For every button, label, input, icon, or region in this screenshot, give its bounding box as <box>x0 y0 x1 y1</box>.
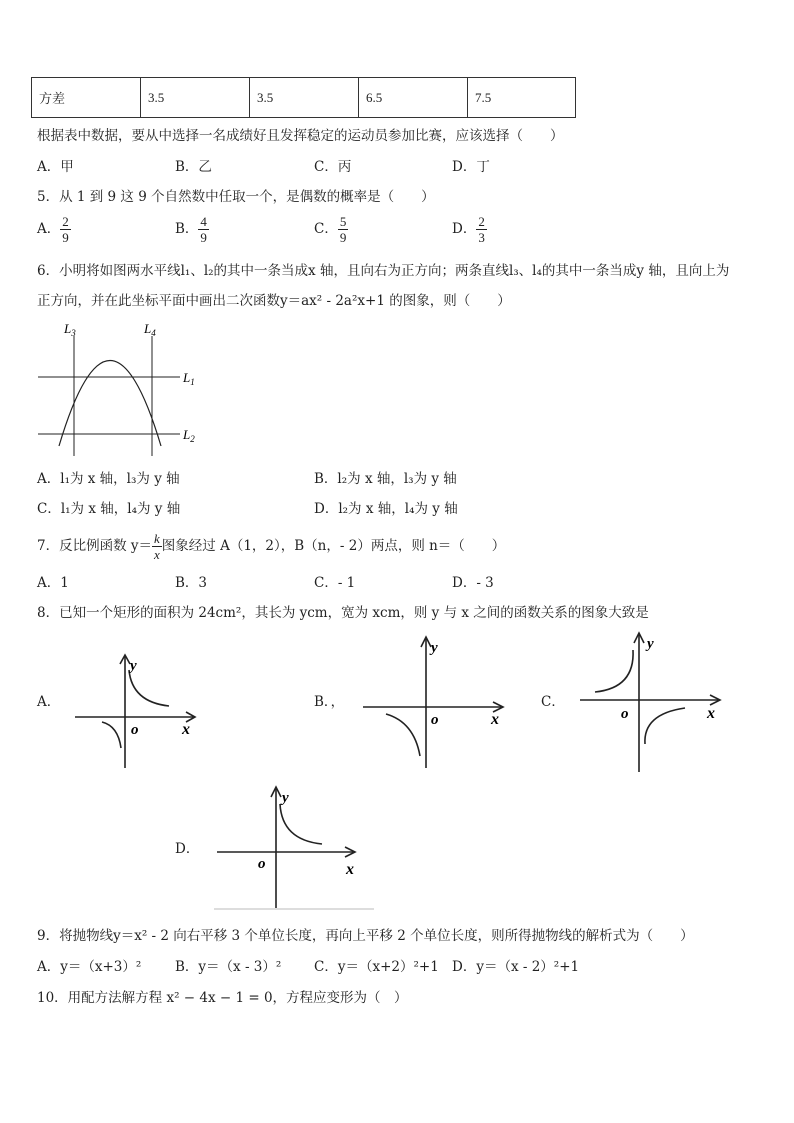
origin-label: o <box>621 706 629 722</box>
q5-option-c <box>314 214 348 245</box>
table-cell: 6.5 <box>359 78 468 118</box>
y-label: y <box>431 640 438 656</box>
label-l4: $L_4$ <box>144 321 156 338</box>
q8-option-b-label: B．， <box>314 694 345 710</box>
q8-option-a-label: A． <box>37 694 61 710</box>
q9-option-b: B．y＝（x - 3）² <box>175 959 282 975</box>
q7-option-d: D．- 3 <box>452 575 494 591</box>
y-label: y <box>130 658 137 674</box>
numerator: 5 <box>339 214 347 229</box>
numerator: 2 <box>478 214 485 229</box>
q6-line1: 6．小明将如图两水平线l₁、l₂的其中一条当成x 轴，且向右为正方向；两条直线l₃、l₄的其中一条当成y 轴，且向上为 <box>37 263 730 279</box>
denominator: 9 <box>62 230 69 245</box>
q6-option-b: B．l₂为 x 轴，l₃为 y 轴 <box>314 471 457 487</box>
q6-figure <box>30 318 210 460</box>
x-label: x <box>707 705 715 722</box>
q7-option-a: A．1 <box>37 575 69 591</box>
q8-option-d-label: D． <box>175 841 200 857</box>
curve-branch <box>386 714 420 756</box>
curve-branch <box>102 722 121 748</box>
q7-stem <box>37 528 505 564</box>
q7-option-c: C．- 1 <box>314 575 356 591</box>
q6-line2: 正方向，并在此坐标平面中画出二次函数y＝ax² - 2a²x+1 的图象，则（ ） <box>37 293 511 309</box>
q4-option-c: C．丙 <box>314 159 352 175</box>
curve-branch <box>129 670 169 706</box>
q8-graph-a <box>72 650 202 772</box>
q8-stem: 8．已知一个矩形的面积为 24cm²，其长为 ycm，宽为 xcm，则 y 与 x 之间的函数关系的图象大致是 <box>37 605 649 621</box>
numerator: 2 <box>62 214 69 229</box>
denominator: 3 <box>478 230 485 245</box>
option-label: A． <box>37 221 61 237</box>
curve-branch <box>645 708 685 744</box>
curve-branch <box>595 650 633 692</box>
origin-label: o <box>431 712 439 728</box>
x-label: x <box>491 711 499 728</box>
x-label: x <box>182 721 190 738</box>
label-l2: $L_2$ <box>183 427 195 444</box>
q4-option-d: D．丁 <box>452 159 490 175</box>
q6-option-a: A．l₁为 x 轴，l₃为 y 轴 <box>37 471 180 487</box>
y-label: y <box>647 636 654 652</box>
denominator: x <box>154 547 160 562</box>
denominator: 9 <box>339 230 347 245</box>
fraction <box>152 531 162 562</box>
table-row <box>32 78 576 118</box>
q9-option-c: C．y＝（x+2）²+1 <box>314 959 439 975</box>
q9-stem: 9．将抛物线y＝x² - 2 向右平移 3 个单位长度，再向上平移 2 个单位长度，则所得抛物线的解析式为（ ） <box>37 928 694 944</box>
numerator: 4 <box>200 214 207 229</box>
table-cell: 方差 <box>32 78 141 118</box>
fraction <box>476 214 487 245</box>
q6-option-d: D．l₂为 x 轴，l₄为 y 轴 <box>314 501 458 517</box>
table-cell: 3.5 <box>250 78 359 118</box>
label-l3: $L_3$ <box>64 321 76 338</box>
q8-graph-d <box>214 782 374 912</box>
curve-branch <box>280 804 322 844</box>
q5-stem: 5．从 1 到 9 这 9 个自然数中任取一个，是偶数的概率是（ ） <box>37 189 435 205</box>
q10-stem: 10．用配方法解方程 x² − 4x − 1 = 0，方程应变形为（ ） <box>37 990 408 1006</box>
q7-option-b: B．3 <box>175 575 208 591</box>
x-label: x <box>346 861 354 878</box>
origin-label: o <box>131 722 139 738</box>
variance-table <box>31 77 576 118</box>
q8-graph-b <box>360 632 510 772</box>
q5-option-a <box>37 214 71 245</box>
q8-graph-c <box>577 628 727 776</box>
q5-option-d <box>452 214 487 245</box>
option-label: B． <box>175 221 199 237</box>
q7-suffix: 图象经过 A（1，2），B（n，- 2）两点，则 n＝（ ） <box>161 538 506 554</box>
q4-option-b: B．乙 <box>175 159 212 175</box>
q8-option-c-label: C． <box>541 694 565 710</box>
table-cell: 3.5 <box>141 78 250 118</box>
fraction <box>198 214 209 245</box>
origin-label: o <box>258 856 266 872</box>
option-label: D． <box>452 221 477 237</box>
label-l1: $L_1$ <box>183 370 195 387</box>
option-label: C． <box>314 221 338 237</box>
q9-option-a: A．y＝（x+3）² <box>37 959 142 975</box>
q4-stem: 根据表中数据，要从中选择一名成绩好且发挥稳定的运动员参加比赛，应该选择（ ） <box>37 128 564 144</box>
fraction <box>338 214 349 245</box>
numerator: k <box>154 531 160 546</box>
y-label: y <box>282 790 289 806</box>
q4-option-a: A．甲 <box>37 159 74 175</box>
q5-option-b <box>175 214 209 245</box>
table-cell: 7.5 <box>468 78 576 118</box>
fraction <box>60 214 71 245</box>
q7-prefix: 7．反比例函数 y＝ <box>37 538 153 554</box>
q6-option-c: C．l₁为 x 轴，l₄为 y 轴 <box>37 501 181 517</box>
q9-option-d: D．y＝（x - 2）²+1 <box>452 959 580 975</box>
denominator: 9 <box>200 230 207 245</box>
